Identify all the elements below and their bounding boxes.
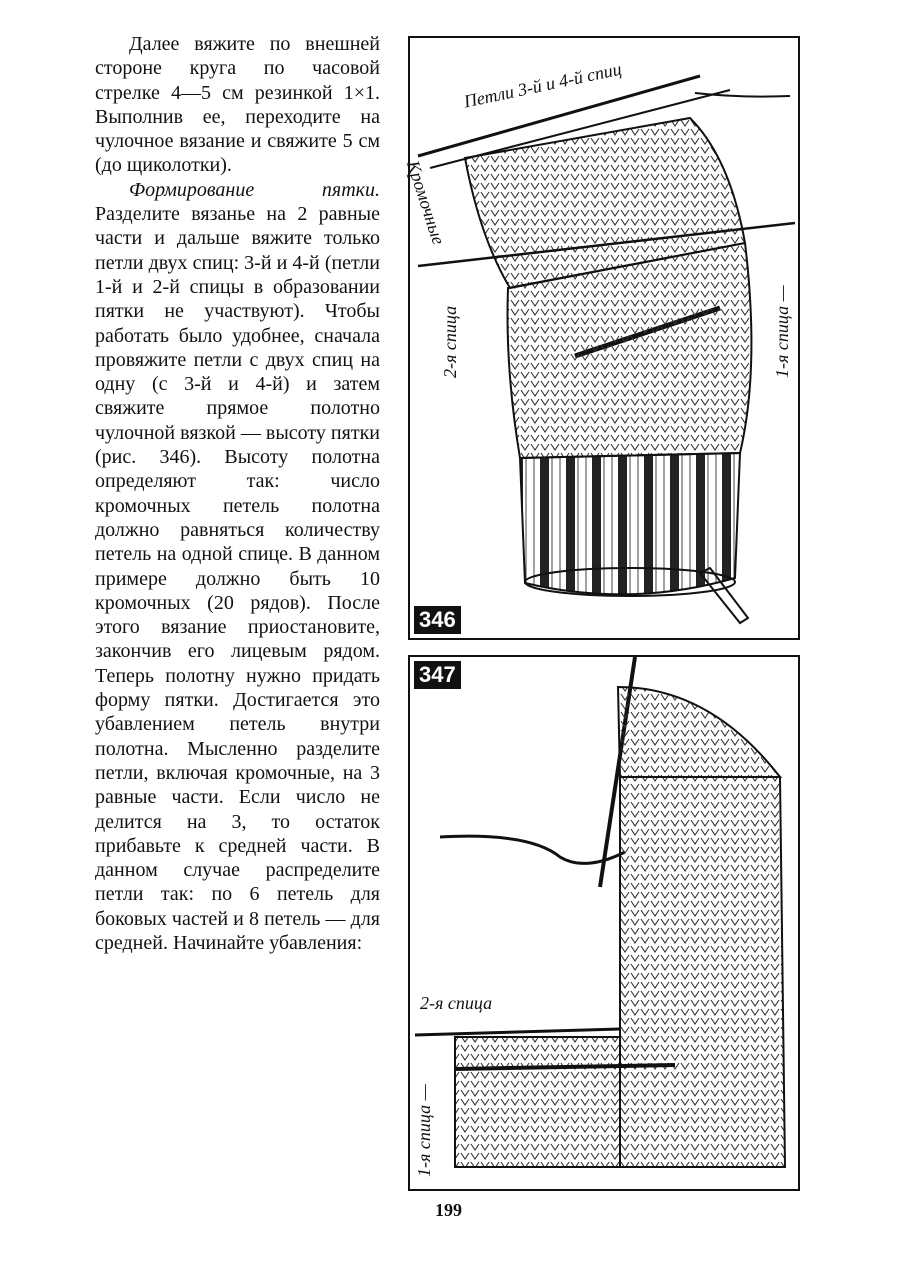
heel-forming-heading: Формирование пятки. [129,178,380,201]
paragraph-leg-knitting: Далее вяжите по внешней стороне круга по часовой стрелке 4—5 см резинкой 1×1. Выполнив ее, переходите на чулочное вязание и свяжите 5 см (до щиколотки). [95,33,380,177]
paragraph-heel-forming [95,178,380,956]
figure-347 [408,655,800,1191]
label-needle-1: 1-я спица — [772,285,792,378]
heel-forming-text: Разделите вязанье на 2 равные части и дальше вяжите только петли двух спиц: 3-й и 4-й (петли 1-й и 2-й спицы в образовании пятки не участвуют). Чтобы работать было удобнее, сначала провяжите петли с двух спиц на одну (с 3-й и 4-й) и затем свяжите прямое полотно чулочной вязкой — высоту пятки (рис. 346). Высоту полотна определяют так: число кромочных петель полотна должно равняться количеству петель на одной спице. В данном примере должно быть 10 кромочных (20 рядов). После этого вязание приостановите, закончив его лицевым рядом. Теперь полотну нужно придать форму пятки. Достигается это убавлением петель внутри полотна. Мысленно разделите петли, включая кромочные, на 3 равные части. Если число не делится на 3, то остаток прибавьте к средней части. В данном случае распределите петли так: по 6 петель для боковых частей и 8 петель — для средней. Начинайте убавления: [95,203,380,954]
figure-346 [402,36,800,640]
figure-346-number: 346 [414,606,461,634]
label-needle-2: 2-я спица [420,993,493,1013]
label-needle-1: 1-я спица — [414,1084,434,1177]
label-needles-3-4: Петли 3-й и 4-й спиц [462,58,624,112]
figure-347-illustration [410,657,798,1189]
page-number: 199 [435,1200,462,1220]
figure-346-illustration [410,38,798,638]
label-edge-stitches: Кромочные [402,158,449,247]
body-text-column [95,32,380,955]
label-needle-2: 2-я спица [440,305,460,378]
figure-347-number: 347 [414,661,461,689]
